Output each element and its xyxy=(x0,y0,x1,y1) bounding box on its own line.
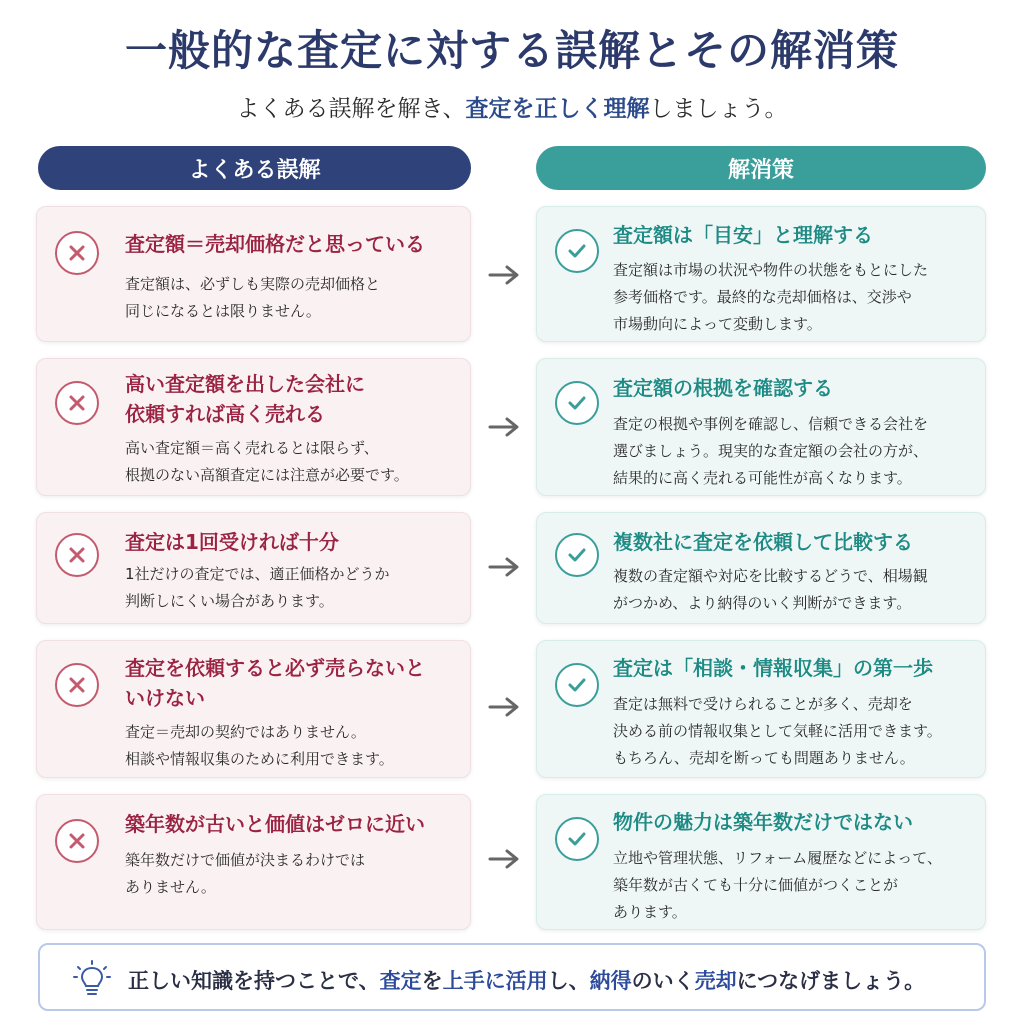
text-line: 市場動向によって変動します。 xyxy=(613,315,822,333)
footer-text xyxy=(128,965,925,995)
solution-title: 査定額の根拠を確認する xyxy=(613,376,833,400)
cross-icon xyxy=(55,663,99,707)
text-line: 築年数が古くても十分に価値がつくことが xyxy=(613,876,899,894)
text-line: 決める前の情報収集として気軽に活用できます。 xyxy=(613,722,942,740)
footer-part: を xyxy=(421,969,443,993)
footer-highlight: 売却 xyxy=(694,969,737,993)
text-line: がつかめ、より納得のいく判断ができます。 xyxy=(613,594,912,612)
footer-message-box xyxy=(38,943,986,1011)
solution-description xyxy=(613,563,975,617)
myth-card-3 xyxy=(36,512,471,624)
solution-description xyxy=(613,257,975,338)
text-line: 査定＝売却の契約ではありません。 xyxy=(125,723,366,741)
text-line: 根拠のない高額査定には注意が必要です。 xyxy=(125,466,409,484)
text-line: 1社だけの査定では、適正価格かどうか xyxy=(125,565,390,583)
text-line: 同じになるとは限りません。 xyxy=(125,302,321,320)
footer-part: のいく xyxy=(631,969,695,993)
footer-part: し、 xyxy=(547,969,590,993)
myth-card-4 xyxy=(36,640,471,778)
title-line: いけない xyxy=(125,686,205,710)
arrow-right-icon xyxy=(488,556,522,578)
text-line: 査定額は、必ずしも実際の売却価格と xyxy=(125,275,381,293)
cross-icon xyxy=(55,231,99,275)
text-line: 築年数だけで価値が決まるわけでは xyxy=(125,851,366,869)
myth-description xyxy=(125,561,460,615)
title-line: 査定を依頼すると必ず売らないと xyxy=(125,656,425,680)
lightbulb-icon xyxy=(72,959,112,999)
myth-title: 査定は1回受ければ十分 xyxy=(125,530,339,554)
solution-description xyxy=(613,845,975,926)
text-line: 高い査定額＝高く売れるとは限らず、 xyxy=(125,439,379,457)
solution-card-3 xyxy=(536,512,986,624)
text-line: あります。 xyxy=(613,903,687,921)
text-line: 査定額は市場の状況や物件の状態をもとにした xyxy=(613,261,929,279)
text-line: 複数の査定額や対応を比較するどうで、相場観 xyxy=(613,567,928,585)
arrow-right-icon xyxy=(488,696,522,718)
footer-part: につなげましょう。 xyxy=(736,969,926,993)
myth-title xyxy=(125,653,458,713)
title-line: 依頼すれば高く売れる xyxy=(125,402,325,426)
text-line: 結果的に高く売れる可能性が高くなります。 xyxy=(613,469,912,487)
text-line: 査定の根拠や事例を確認し、信頼できる会社を xyxy=(613,415,929,433)
text-line: 選びましょう。現実的な査定額の会社の方が、 xyxy=(613,442,929,460)
solution-title: 査定は「相談・情報収集」の第一歩 xyxy=(613,656,933,680)
myth-title xyxy=(125,369,458,429)
myth-title: 査定額＝売却価格だと思っている xyxy=(125,232,425,256)
text-line: もちろん、売却を断っても問題ありません。 xyxy=(613,749,915,767)
myth-description xyxy=(125,719,460,773)
myth-description xyxy=(125,847,460,901)
solution-card-4 xyxy=(536,640,986,778)
check-icon xyxy=(555,533,599,577)
cross-icon xyxy=(55,819,99,863)
solution-column-header: 解消策 xyxy=(536,146,986,190)
solution-card-5 xyxy=(536,794,986,930)
text-line: ありません。 xyxy=(125,878,216,896)
myth-card-5 xyxy=(36,794,471,930)
title-line: 高い査定額を出した会社に xyxy=(125,372,365,396)
footer-highlight: 納得 xyxy=(589,969,632,993)
subtitle-prefix: よくある誤解を解き、 xyxy=(236,96,466,122)
myth-card-1 xyxy=(36,206,471,342)
cross-icon xyxy=(55,381,99,425)
solution-title: 査定額は「目安」と理解する xyxy=(613,223,873,247)
solution-title: 物件の魅力は築年数だけではない xyxy=(613,810,913,834)
check-icon xyxy=(555,817,599,861)
myth-description xyxy=(125,271,460,325)
subtitle-highlight: 査定を正しく理解 xyxy=(465,96,650,122)
solution-description xyxy=(613,411,975,492)
arrow-right-icon xyxy=(488,264,522,286)
footer-highlight: 上手に活用 xyxy=(442,969,548,993)
footer-part: 正しい知識を持つことで、 xyxy=(128,969,380,993)
text-line: 判断しにくい場合があります。 xyxy=(125,592,334,610)
solution-card-1 xyxy=(536,206,986,342)
myth-title: 築年数が古いと価値はゼロに近い xyxy=(125,812,425,836)
text-line: 参考価格です。最終的な売却価格は、交渉や xyxy=(613,288,912,306)
arrow-right-icon xyxy=(488,848,522,870)
myth-card-2 xyxy=(36,358,471,496)
text-line: 相談や情報収集のために利用できます。 xyxy=(125,750,394,768)
page-subtitle xyxy=(0,90,1024,123)
footer-highlight: 査定 xyxy=(379,969,422,993)
solution-card-2 xyxy=(536,358,986,496)
myth-column-header: よくある誤解 xyxy=(38,146,471,190)
check-icon xyxy=(555,229,599,273)
check-icon xyxy=(555,663,599,707)
solution-description xyxy=(613,691,975,772)
cross-icon xyxy=(55,533,99,577)
text-line: 立地や管理状態、リフォーム履歴などによって、 xyxy=(613,849,942,867)
subtitle-suffix: しましょう。 xyxy=(649,96,788,122)
text-line: 査定は無料で受けられることが多く、売却を xyxy=(613,695,913,713)
check-icon xyxy=(555,381,599,425)
solution-title: 複数社に査定を依頼して比較する xyxy=(613,530,913,554)
arrow-right-icon xyxy=(488,416,522,438)
myth-description xyxy=(125,435,460,489)
page-title: 一般的な査定に対する誤解とその解消策 xyxy=(124,26,899,75)
